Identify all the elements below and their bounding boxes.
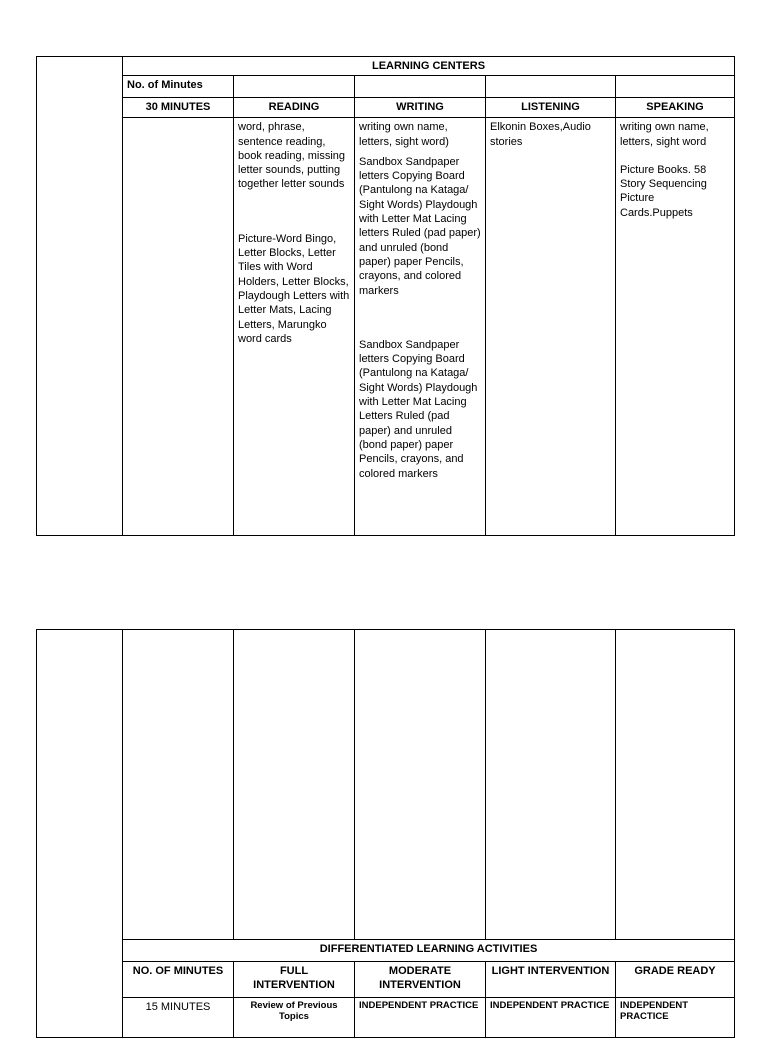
writing-materials-1: Sandbox Sandpaper letters Copying Board (Pantulong na Kataga/ Sight Words) Playdough with Letter Mat Lacing letters Ruled (pad paper) and unruled (bond paper) paper Pencils, crayons, and colored markers bbox=[359, 155, 481, 297]
differentiated-activities-table bbox=[36, 629, 735, 1038]
writing-materials-2: Sandbox Sandpaper letters Copying Board (Pantulong na Kataga/ Sight Words) Playdough with Letter Mat Lacing Letters Ruled (pad paper) and unruled (bond paper) paper Pencils, crayons, and colored markers bbox=[359, 338, 478, 480]
minutes-value: 30 MINUTES bbox=[123, 98, 234, 118]
table-title: LEARNING CENTERS bbox=[123, 57, 735, 76]
minutes-value: 15 MINUTES bbox=[123, 998, 234, 1038]
empty-cell bbox=[123, 118, 234, 536]
full-intervention-cell: Review of Previous Topics bbox=[234, 998, 355, 1038]
blank-left-column bbox=[37, 630, 123, 1038]
minutes-header: No. of Minutes bbox=[123, 76, 234, 98]
column-header-writing: WRITING bbox=[355, 98, 486, 118]
column-header-full-intervention: FULL INTERVENTION bbox=[234, 962, 355, 998]
learning-centers-table bbox=[36, 56, 735, 536]
column-header-moderate-intervention: MODERATE INTERVENTION bbox=[355, 962, 486, 998]
speaking-cell bbox=[616, 118, 735, 536]
speaking-activities: writing own name, letters, sight word bbox=[620, 121, 709, 148]
listening-cell bbox=[486, 118, 616, 536]
minutes-header: NO. OF MINUTES bbox=[123, 962, 234, 998]
writing-cell bbox=[355, 118, 486, 536]
column-header-reading: READING bbox=[234, 98, 355, 118]
column-header-speaking: SPEAKING bbox=[616, 98, 735, 118]
column-header-grade-ready: GRADE READY bbox=[616, 962, 735, 998]
column-header-listening: LISTENING bbox=[486, 98, 616, 118]
moderate-intervention-cell: INDEPENDENT PRACTICE bbox=[355, 998, 486, 1038]
writing-activities: writing own name, letters, sight word) bbox=[359, 121, 449, 148]
reading-activities: word, phrase, sentence reading, book reading, missing letter sounds, putting together letter sounds bbox=[238, 121, 346, 191]
reading-cell bbox=[234, 118, 355, 536]
light-intervention-cell: INDEPENDENT PRACTICE bbox=[486, 998, 616, 1038]
reading-materials: Picture-Word Bingo, Letter Blocks, Letter Tiles with Word Holders, Letter Blocks, Playdough Letters with Letter Mats, Lacing Letters, Marungko word cards bbox=[238, 232, 350, 345]
grade-ready-cell: INDEPENDENT PRACTICE bbox=[616, 998, 735, 1038]
speaking-materials: Picture Books. 58 Story Sequencing Picture Cards.Puppets bbox=[620, 163, 707, 219]
blank-left-column bbox=[37, 57, 123, 536]
listening-materials: Elkonin Boxes,Audio stories bbox=[490, 121, 591, 148]
table-title: DIFFERENTIATED LEARNING ACTIVITIES bbox=[123, 940, 735, 962]
column-header-light-intervention: LIGHT INTERVENTION bbox=[486, 962, 616, 998]
